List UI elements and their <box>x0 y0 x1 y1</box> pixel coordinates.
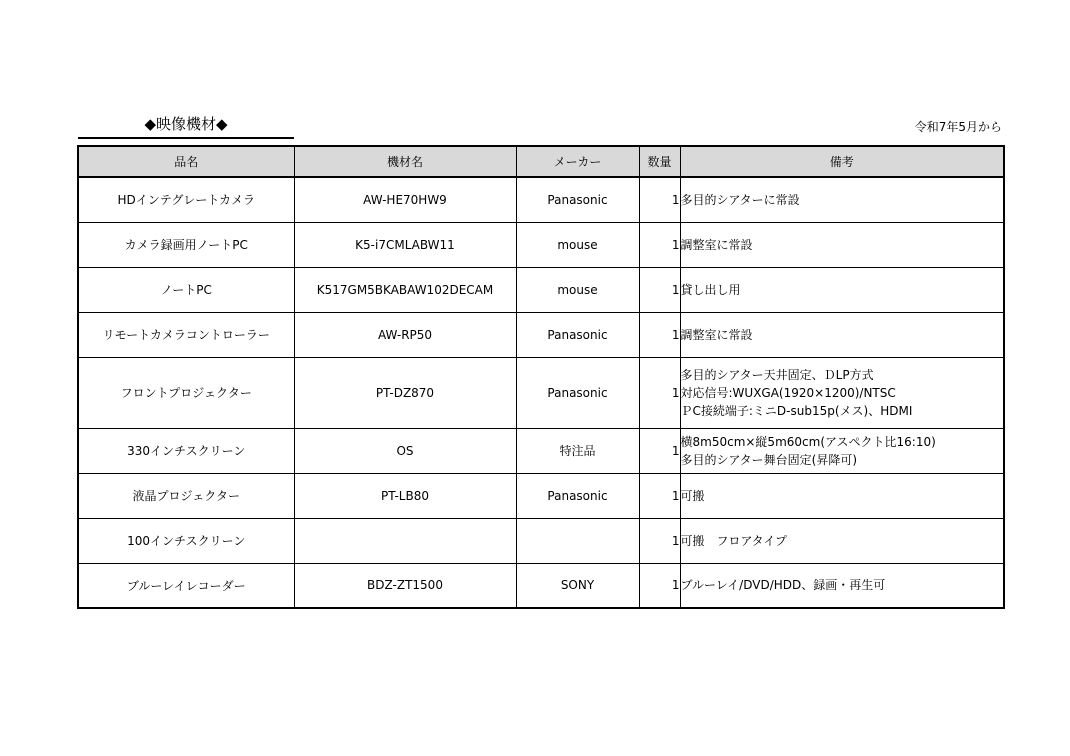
cell-notes <box>680 177 1004 222</box>
cell-name: 330インチスクリーン <box>78 428 294 473</box>
cell-maker: 特注品 <box>516 428 639 473</box>
cell-qty: 1 <box>639 222 680 267</box>
note-line: 多目的シアターに常設 <box>680 192 800 207</box>
cell-qty: 1 <box>639 267 680 312</box>
note-line: 多目的シアター天井固定、ＤLP方式 <box>680 367 874 382</box>
cell-model: PT-DZ870 <box>294 357 516 428</box>
cell-notes <box>680 563 1004 608</box>
cell-notes <box>680 222 1004 267</box>
page-title: ◆映像機材◆ <box>78 113 294 139</box>
column-header-name: 品名 <box>78 146 294 177</box>
table-row <box>78 267 1004 312</box>
table-row <box>78 357 1004 428</box>
cell-maker: mouse <box>516 222 639 267</box>
column-header-maker: メーカー <box>516 146 639 177</box>
note-line: 可搬 <box>680 488 705 503</box>
cell-name: HDインテグレートカメラ <box>78 177 294 222</box>
cell-maker: Panasonic <box>516 177 639 222</box>
equipment-table <box>77 145 1005 609</box>
cell-qty: 1 <box>639 563 680 608</box>
note-line: ブルーレイ/DVD/HDD、録画・再生可 <box>680 578 886 593</box>
cell-name: リモートカメラコントローラー <box>78 312 294 357</box>
cell-name: カメラ録画用ノートPC <box>78 222 294 267</box>
cell-notes <box>680 267 1004 312</box>
note-line: 調整室に常設 <box>680 237 753 252</box>
cell-maker: mouse <box>516 267 639 312</box>
column-header-notes: 備考 <box>680 146 1004 177</box>
cell-notes <box>680 473 1004 518</box>
cell-model: K5-i7CMLABW11 <box>294 222 516 267</box>
cell-model: PT-LB80 <box>294 473 516 518</box>
cell-model: AW-HE70HW9 <box>294 177 516 222</box>
table-row <box>78 563 1004 608</box>
cell-model <box>294 518 516 563</box>
note-line: 横8m50cm×縦5m60cm(アスペクト比16:10) <box>680 434 936 449</box>
table-row <box>78 473 1004 518</box>
cell-qty: 1 <box>639 177 680 222</box>
table-row <box>78 518 1004 563</box>
note-line: 対応信号:WUXGA(1920×1200)/NTSC <box>680 385 896 400</box>
cell-name: フロントプロジェクター <box>78 357 294 428</box>
cell-maker <box>516 518 639 563</box>
column-header-model: 機材名 <box>294 146 516 177</box>
effective-date: 令和7年5月から <box>914 120 1002 134</box>
note-line: 貸し出し用 <box>680 282 741 297</box>
note-line: 多目的シアター舞台固定(昇降可) <box>680 452 858 467</box>
note-line: 可搬 フロアタイプ <box>680 533 788 548</box>
cell-qty: 1 <box>639 428 680 473</box>
cell-model: AW-RP50 <box>294 312 516 357</box>
table-row <box>78 312 1004 357</box>
table-row <box>78 428 1004 473</box>
cell-notes <box>680 312 1004 357</box>
cell-qty: 1 <box>639 473 680 518</box>
cell-qty: 1 <box>639 357 680 428</box>
note-line: ＰC接続端子:ミニD-sub15p(メス)、HDMI <box>680 403 913 418</box>
cell-maker: Panasonic <box>516 473 639 518</box>
cell-qty: 1 <box>639 518 680 563</box>
cell-maker: Panasonic <box>516 312 639 357</box>
cell-name: ノートPC <box>78 267 294 312</box>
cell-model: BDZ-ZT1500 <box>294 563 516 608</box>
table-row <box>78 177 1004 222</box>
cell-name: 液晶プロジェクター <box>78 473 294 518</box>
cell-notes <box>680 428 1004 473</box>
cell-name: 100インチスクリーン <box>78 518 294 563</box>
table-header-row <box>78 146 1004 177</box>
cell-notes <box>680 357 1004 428</box>
cell-maker: Panasonic <box>516 357 639 428</box>
cell-maker: SONY <box>516 563 639 608</box>
column-header-qty: 数量 <box>639 146 680 177</box>
cell-qty: 1 <box>639 312 680 357</box>
cell-notes <box>680 518 1004 563</box>
cell-model: OS <box>294 428 516 473</box>
cell-model: K517GM5BKABAW102DECAM <box>294 267 516 312</box>
note-line: 調整室に常設 <box>680 327 753 342</box>
cell-name: ブルーレイレコーダー <box>78 563 294 608</box>
table-row <box>78 222 1004 267</box>
